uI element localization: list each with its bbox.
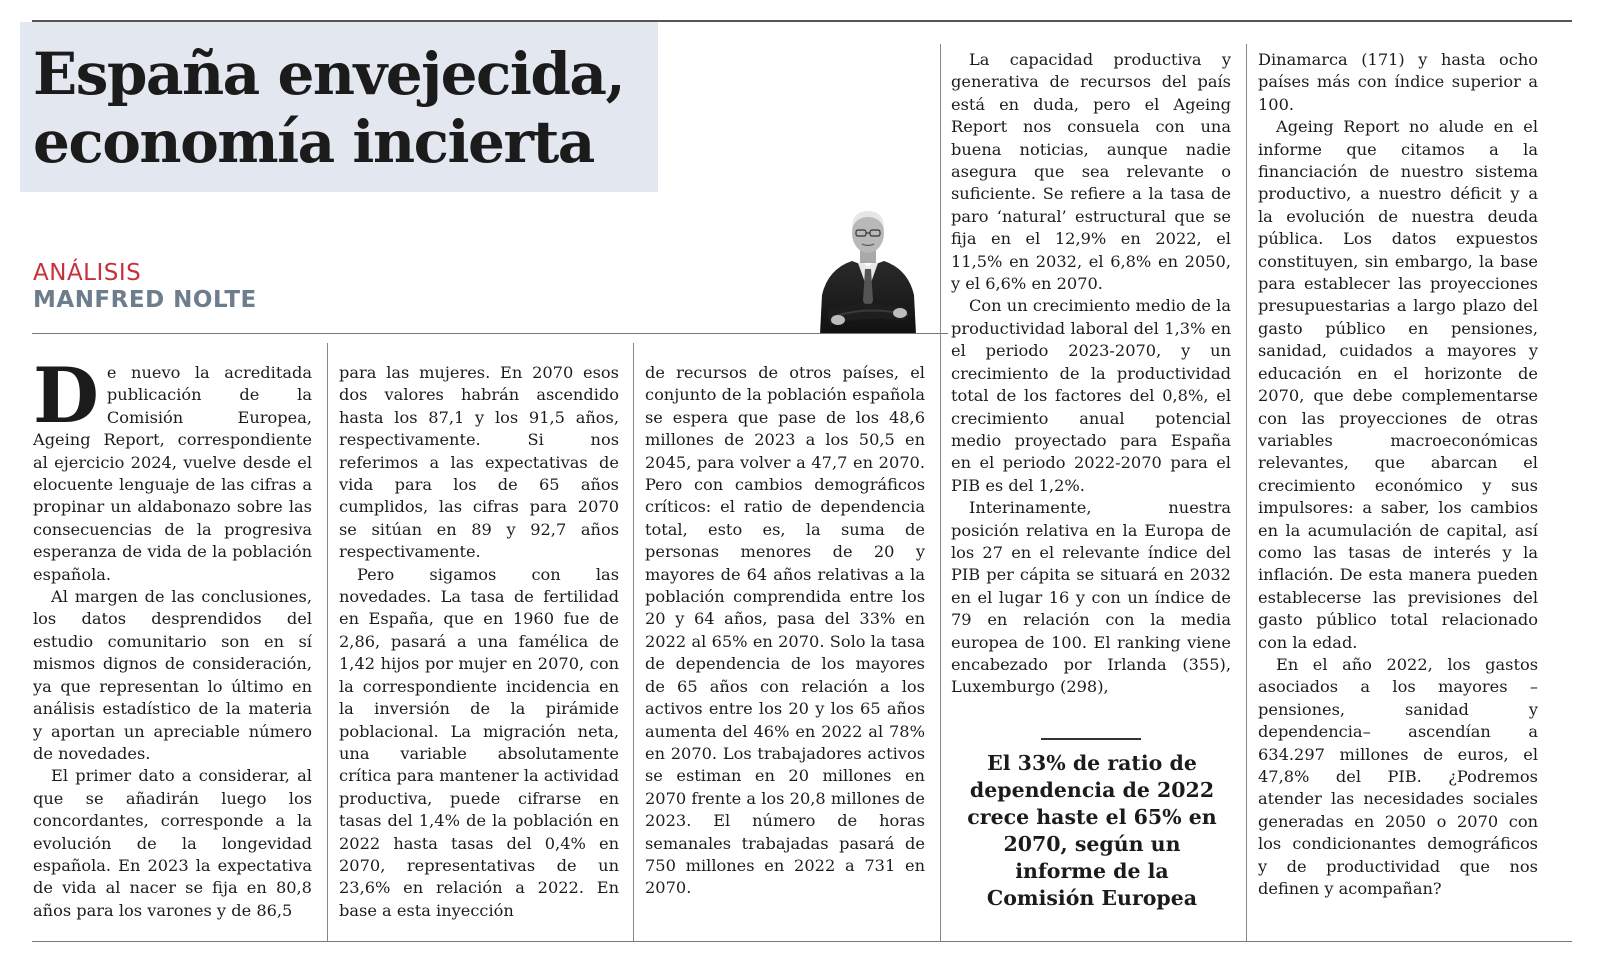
article-column-4 bbox=[951, 49, 1231, 701]
paragraph: Con un crecimiento medio de la productividad laboral del 1,3% en el periodo 2023-2070, y un crecimiento de la productividad total de los factores del 0,8%, el crecimiento anual potencial medio proyectado para España en el periodo 2022-2070 para el PIB es del 1,2%. bbox=[951, 296, 1231, 495]
article-column-3 bbox=[645, 362, 925, 927]
paragraph-text: e nuevo la acreditada publicación de la Comisión Europea, Ageing Report, correspondiente al ejercicio 2024, vuelve desde el elocuente lenguaje de las cifras a propinar un aldabonazo sobre las consecuencias de la progresiva esperanza de vida de la población española. bbox=[33, 363, 312, 584]
drop-cap: D bbox=[33, 362, 99, 440]
column-divider bbox=[1246, 44, 1247, 941]
paragraph: Al margen de las conclusiones, los datos desprendidos del estudio comunitario son en sí mismos dignos de consideración, ya que representan lo último en análisis estadístico de la materia y aportan un apreciable número de novedades. bbox=[33, 587, 312, 763]
paragraph: para las mujeres. En 2070 esos dos valores habrán ascendido hasta los 87,1 y los 91,5 años, respectivamente. Si nos referimos a las expectativas de vida para los de 65 años cumplidos, las cifras para 2070 se sitúan en 89 y 92,7 años respectivamente. bbox=[339, 363, 619, 562]
header-divider bbox=[32, 333, 948, 334]
bottom-rule bbox=[32, 941, 1572, 942]
paragraph: Dinamarca (171) y hasta ocho países más con índice superior a 100. bbox=[1258, 50, 1538, 114]
paragraph: La capacidad productiva y generativa de recursos del país está en duda, pero el Ageing Report nos consuela con una buena noticias, aunque nadie asegura que sea relevante o suficiente. Se refiere a la tasa de paro ‘natural’ estructural que se fija en el 12,9% en 2022, el 11,5% en 2032, el 6,8% en 2050, y el 6,6% en 2070. bbox=[951, 50, 1231, 294]
paragraph: Ageing Report no alude en el informe que citamos a la financiación de nuestro sistema productivo, a nuestro déficit y a la evolución de nuestra deuda pública. Los datos expuestos constituyen, sin embargo, la base para establecer las proyecciones presupuestarias a largo plazo del gasto público en pensiones, sanidad, cuidados a mayores y educación en el horizonte de 2070, que debe complementarse con las proyecciones de otras variables macroeconómicas relevantes, que abarcan el crecimiento económico y sus impulsores: a saber, los cambios en la acumulación de capital, así como las tasas de interés y la inflación. De esta manera pueden establecerse las previsiones del gasto público total relacionado con la edad. bbox=[1258, 117, 1538, 652]
paragraph: En el año 2022, los gastos asociados a los mayores –pensiones, sanidad y dependencia– ascendían a 634.297 millones de euros, el 47,8% del PIB. ¿Podremos atender las necesidades sociales generadas en 2050 o 2070 con los condicionantes demográficos y de productividad que nos definen y acompañan? bbox=[1258, 654, 1538, 899]
pullquote-rule bbox=[1041, 738, 1141, 740]
section-label: ANÁLISIS bbox=[33, 260, 142, 286]
column-divider bbox=[940, 44, 941, 941]
paragraph: Interinamente, nuestra posición relativa en la Europa de los 27 en el relevante índice del PIB per cápita se situará en 2032 en el lugar 16 y con un índice de 79 en relación con la media europea de 100. El ranking viene encabezado por Irlanda (355), Luxemburgo (298), bbox=[951, 498, 1231, 697]
article-column-5 bbox=[1258, 49, 1538, 927]
author-photo bbox=[818, 203, 918, 334]
pullquote: El 33% de ratio de dependencia de 2022 crece haste el 65% en 2070, según un informe de la Comisión Europea bbox=[967, 751, 1217, 910]
article-column-1 bbox=[33, 362, 312, 927]
paragraph bbox=[33, 362, 312, 586]
column-divider bbox=[327, 343, 328, 941]
article-column-2 bbox=[339, 362, 619, 927]
article-headline bbox=[33, 40, 658, 176]
column-divider bbox=[633, 343, 634, 941]
headline-line-2: economía incierta bbox=[33, 108, 594, 176]
author-name: MANFRED NOLTE bbox=[33, 287, 257, 313]
headline-line-1: España envejecida, bbox=[33, 40, 625, 108]
paragraph: Pero sigamos con las novedades. La tasa de fertilidad en España, que en 1960 fue de 2,86, pasará a una famélica de 1,42 hijos por mujer en 2070, con la correspondiente incidencia en la inversión de la pirámide poblacional. La migración neta, una variable absolutamente crítica para mantener la actividad productiva, puede cifrarse en tasas del 1,4% de la población en 2022 hasta tasas del 0,4% en 2070, representativas de un 23,6% en relación a 2022. En base a esta inyección bbox=[339, 564, 619, 920]
paragraph: El primer dato a considerar, al que se añadirán luego los concordantes, corresponde a la evolución de la longevidad española. En 2023 la expectativa de vida al nacer se fija en 80,8 años para los varones y de 86,5 bbox=[33, 766, 312, 920]
paragraph: de recursos de otros países, el conjunto de la población española se espera que pase de los 48,6 millones de 2023 a los 50,5 en 2045, para volver a 47,7 en 2070. Pero con cambios demográficos críticos: el ratio de dependencia total, esto es, la suma de personas menores de 20 y mayores de 64 años relativas a la población comprendida entre los 20 y 64 años, pasa del 33% en 2022 al 65% en 2070. Solo la tasa de dependencia de los mayores de 65 años con relación a los activos entre los 20 y los 65 años aumenta del 46% en 2022 al 78% en 2070. Los trabajadores activos se estiman en 20 millones en 2070 frente a los 20,8 millones de 2023. El número de horas semanales trabajadas pasará de 750 millones en 2022 a 731 en 2070. bbox=[645, 363, 925, 898]
